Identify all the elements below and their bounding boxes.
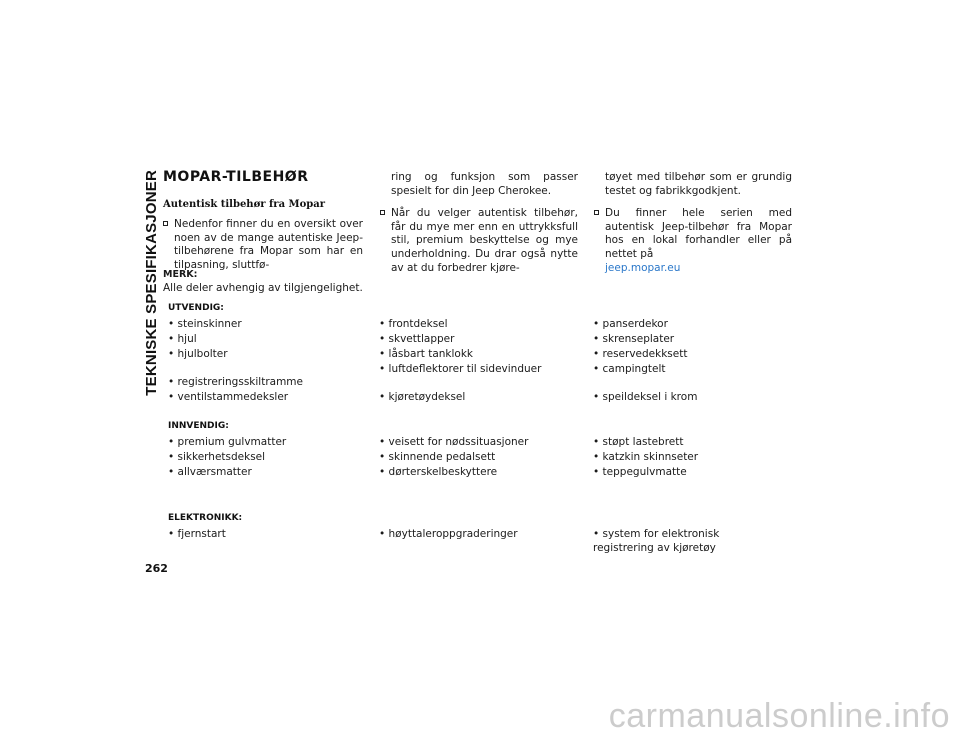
- list-item: • skvettlapper: [379, 333, 455, 345]
- note-text: Alle deler avhengig av tilgjengelighet.: [163, 281, 363, 294]
- list-item: • dørterskelbeskyttere: [379, 466, 498, 478]
- list-item: • hjul: [168, 333, 197, 345]
- list-item: • reservedekksett: [593, 348, 688, 360]
- list-item: • speildeksel i krom: [593, 391, 698, 403]
- list-item: • premium gulvmatter: [168, 436, 287, 448]
- list-item: • høyttaleroppgraderinger: [379, 528, 518, 540]
- section-subtitle: Autentisk tilbehør fra Mopar: [163, 198, 326, 210]
- list-item: • frontdeksel: [379, 318, 448, 330]
- list-item: • kjøretøydeksel: [379, 391, 466, 403]
- list-item: • støpt lastebrett: [593, 436, 684, 448]
- list-item: • registreringsskiltramme: [168, 376, 303, 388]
- bullet-text: Når du velger autentisk tilbehør, får du mye mer enn en uttrykksfull stil, premium beskyttelse og mye underholdning. Du drar også nytte av at du forbedrer kjøre-: [391, 207, 578, 274]
- column-3: [594, 171, 792, 275]
- bullet-text: Du finner hele serien med autentisk Jeep-tilbehør fra Mopar hos en lokal forhandler eller på nettet på: [605, 207, 792, 260]
- list-item: • system for elektronisk: [593, 528, 720, 540]
- list-item: • fjernstart: [168, 528, 226, 540]
- list-item: • panserdekor: [593, 318, 668, 330]
- watermark: carmanualsonline.info: [608, 697, 950, 735]
- list-item: • skrenseplater: [593, 333, 675, 345]
- list-item: • luftdeflektorer til sidevinduer: [379, 363, 542, 375]
- continued-text: ring og funksjon som passer spesielt for din Jeep Cherokee.: [391, 171, 578, 197]
- list-item: • campingtelt: [593, 363, 666, 375]
- list-item: • steinskinner: [168, 318, 242, 330]
- section-heading-elektronikk: ELEKTRONIKK:: [168, 513, 243, 523]
- square-bullet-icon: [594, 210, 599, 215]
- note-label: MERK:: [163, 269, 198, 280]
- list-item: • teppegulvmatte: [593, 466, 687, 478]
- square-bullet-icon: [380, 210, 385, 215]
- list-item: • katzkin skinnseter: [593, 451, 699, 463]
- bullet-paragraph: [594, 207, 792, 275]
- bullet-paragraph: [380, 207, 578, 275]
- section-heading-utvendig: UTVENDIG:: [168, 303, 224, 313]
- page-title: MOPAR-TILBEHØR: [163, 169, 309, 185]
- list-item: • skinnende pedalsett: [379, 451, 496, 463]
- list-item: • sikkerhetsdeksel: [168, 451, 266, 463]
- side-tab: [138, 170, 164, 396]
- column-1: [163, 171, 363, 273]
- note: [163, 268, 363, 295]
- bullet-text: Nedenfor finner du en oversikt over noen av de mange autentiske Jeep-tilbehørene fra Mopar som har en tilpasning, sluttfø-: [174, 218, 363, 271]
- list-item: • hjulbolter: [168, 348, 228, 360]
- continued-text: tøyet med tilbehør som er grundig testet og fabrikkgodkjent.: [605, 171, 792, 197]
- list-item: • låsbart tanklokk: [379, 348, 474, 360]
- mopar-link[interactable]: jeep.mopar.eu: [605, 261, 681, 274]
- section-heading-innvendig: INNVENDIG:: [168, 421, 229, 431]
- side-tab-label: TEKNISKE SPESIFIKASJONER: [142, 170, 160, 396]
- list-item: • allværsmatter: [168, 466, 252, 478]
- page-number: 262: [145, 562, 168, 575]
- list-item: • ventilstammedeksler: [168, 391, 289, 403]
- square-bullet-icon: [163, 221, 168, 226]
- list-item: registrering av kjøretøy: [593, 542, 716, 554]
- column-2: [380, 171, 578, 275]
- list-item: • veisett for nødssituasjoner: [379, 436, 529, 448]
- bullet-paragraph: [163, 218, 363, 272]
